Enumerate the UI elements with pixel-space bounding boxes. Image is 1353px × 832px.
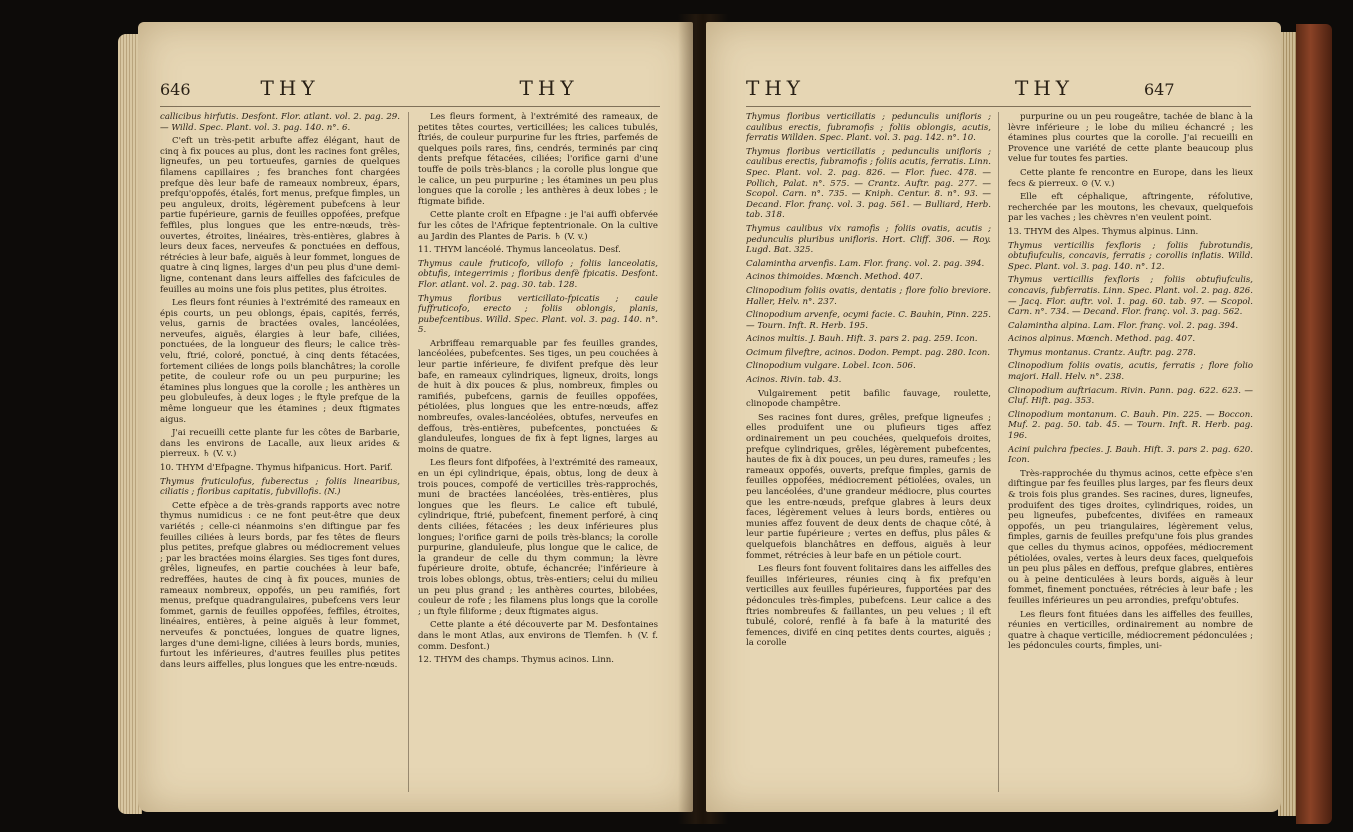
right-page (706, 22, 1281, 812)
paragraph: Clinopodium montanum. C. Bauh. Pin. 225. — Boccon. Muf. 2. pag. 50. tab. 45. — Tourn. Inft. R. Herb. pag. 196. (1008, 409, 1253, 442)
left-heading-1: THY (260, 76, 320, 100)
paragraph: Thymus montanus. Crantz. Auftr. pag. 278. (1008, 347, 1196, 358)
paragraph: J'ai recueilli cette plante fur les côtes de Barbarie, dans les environs de Lacalle, aux lieux arides & pierreux. ♄ (V. v.) (160, 428, 400, 460)
paragraph: Vulgairement petit bafilic fauvage, roulette, clinopode champêtre. (746, 388, 991, 410)
paragraph: Ses racines font dures, grêles, prefque ligneufes ; elles produifent une ou plufieurs tiges affez ordinairement un peu couchées, quelquefois droites, prefque cylindriques, grêles, légèrement pubefcentes, hautes de fix à dix pouces, un peu dures, rameufes ; les rameaux oppofés, ouverts, prefque fimples, garnis de feuilles oppofées, médiocrement pétiolées, ovales, un peu lancéolées, d'une grandeur médiocre, plus courtes que les entre-nœuds, prefque glabres à leurs deux faces, légèrement velues à leurs bords, entières ou munies affez fouvent de deux dents de chaque côté, à leur partie fupérieure ; vertes en deffus, plus pâles & quelquefois blanchâtres en deffous, aiguës à leur fommet, rétrécies à leur bafe en un pétiole court. (746, 412, 991, 561)
paragraph: 13. THYM des Alpes. Thymus alpinus. Linn. (1008, 226, 1199, 237)
left-page-number: 646 (160, 80, 191, 99)
book-spine (1296, 24, 1332, 824)
left-page (138, 22, 693, 812)
open-book (138, 14, 1323, 824)
right-page-number: 647 (1143, 80, 1175, 99)
paragraph: Thymus floribus verticillatis ; pedunculis unifloris ; caulibus erectis, fubramofis ; foliis oblongis, acutis, ferratis Willden. Spec. Plant. vol. 3. pag. 142. n°. 10. (746, 112, 991, 144)
paragraph: Calamintha alpina. Lam. Flor. franç. vol. 2. pag. 394. (1008, 320, 1239, 331)
paragraph: Thymus caulibus vix ramofis ; foliis ovatis, acutis ; pedunculis pluribus unifloris. Hort. Cliff. 306. — Roy. Lugd. Bat. 325. (746, 223, 991, 256)
right-page-column-1 (746, 112, 991, 802)
paragraph: Les fleurs font fituées dans les aiffelles des feuilles, réunies en verticilles, ordinairement au nombre de quatre à chaque verticille, médiocrement pédonculées ; les pédoncules courts, fimples, uni- (1008, 609, 1253, 652)
paragraph: Thymus verticillis fexfloris ; foliis fubrotundis, obtufiufculis, concavis, ferratis ; corollis inflatis. Willd. Spec. Plant. vol. 3. pag. 140. n°. 12. (1008, 240, 1253, 272)
right-running-head (746, 76, 1266, 106)
paragraph: 10. THYM d'Efpagne. Thymus hifpanicus. Hort. Parif. (160, 463, 393, 473)
paragraph: Acini pulchra fpecies. J. Bauh. Hift. 3. pars 2. pag. 620. Icon. (1008, 444, 1253, 466)
left-heading-2: THY (519, 76, 579, 100)
right-page-column-2 (1008, 112, 1253, 802)
paragraph: Clinopodium vulgare. Lobel. Icon. 506. (746, 361, 916, 372)
paragraph: Arbriffeau remarquable par fes feuilles grandes, lancéolées, pubefcentes. Ses tiges, un peu couchées à leur partie inférieure, fe divifent prefque dès leur bafe, en rameaux cylindriques, ligneux, droits, longs de huit à dix pouces & plus, nombreux, fimples ou ramifiés, pubefcens, garnis de feuilles oppofées, pétiolées, plus longues que les entre-nœuds, affez nombreufes, ovales-lancéolées, obtufes, nerveufes en deffous, très-entières, pubefcentes, ponctuées & glanduleufes, longues de fix à fept lignes, larges au moins de quatre. (418, 338, 658, 455)
right-heading-1: THY (746, 76, 805, 100)
paragraph: Thymus fruticulofus, fuberectus ; foliis linearibus, ciliatis ; floribus capitatis, fubvillofis. (N.) (160, 476, 400, 498)
right-heading-2: THY (1014, 76, 1074, 100)
paragraph: Clinopodium arvenfe, ocymi facie. C. Bauhin, Pinn. 225. — Tourn. Inft. R. Herb. 195. (746, 310, 991, 331)
paragraph: Clinopodium foliis ovatis, dentatis ; flore folio breviore. Haller, Helv. n°. 237. (746, 285, 991, 307)
paragraph: Elle eft céphalique, aftringente, réfolutive, recherchée par les moutons, les chevaux, quelquefois par les vaches ; les chèvres n'en veulent point. (1008, 192, 1253, 224)
paragraph: callicibus hirfutis. Desfont. Flor. atlant. vol. 2. pag. 29. — Willd. Spec. Plant. vol. 3. pag. 140. n°. 6. (160, 112, 400, 133)
left-header-rule (160, 106, 660, 107)
left-running-head (160, 76, 670, 106)
paragraph: Thymus floribus verticillato-fpicatis ; caule fuffruticofo, erecto ; foliis oblongis, planis, pubefcentibus. Willd. Spec. Plant. vol. 3. pag. 140. n°. 5. (418, 293, 658, 336)
right-column-divider (998, 112, 999, 792)
paragraph: Les fleurs forment, à l'extrémité des rameaux, de petites têtes courtes, verticillées; les calices tubulés, ftriés, de couleur purpurine fur les ftries, parfemés de quelques poils rares, fins, cendrés, terminés par cinq dents prefque fétacées, ciliées; l'orifice garni d'une touffe de poils très-blancs ; la corolle plus longue que le calice, un peu purpurine ; les étamines un peu plus longues que la corolle ; les anthères à deux lobes ; le ftigmate bifide. (418, 112, 658, 207)
paragraph: purpurine ou un peu rougeâtre, tachée de blanc à la lèvre inférieure ; le lobe du milieu échancré ; les étamines plus courtes que la corolle. J'ai recueilli en Provence une variété de cette plante beaucoup plus velue fur toutes fes parties. (1008, 112, 1253, 165)
paragraph: Acinos thimoides. Mœnch. Method. 407. (746, 272, 923, 283)
left-page-column-2 (418, 112, 658, 802)
paragraph: Cette plante croît en Efpagne : je l'ai auffi obfervée fur les côtes de l'Afrique feptentrionale. On la cultive au Jardin des Plantes de Paris. ♄ (V. v.) (418, 210, 658, 242)
paragraph: Calamintha arvenfis. Lam. Flor. franç. vol. 2. pag. 394. (746, 258, 985, 269)
paragraph: Thymus caule fruticofo, villofo ; foliis lanceolatis, obtufis, integerrimis ; floribus denfè fpicatis. Desfont. Flor. atlant. vol. 2. pag. 30. tab. 128. (418, 258, 658, 290)
paragraph: Cette plante a été découverte par M. Desfontaines dans le mont Atlas, aux environs de Tlemfen. ♄ (V. f. comm. Desfont.) (418, 620, 658, 652)
paragraph: Cette plante fe rencontre en Europe, dans les lieux fecs & pierreux. ⊙ (V. v.) (1008, 167, 1253, 189)
paragraph: Acinos. Rivin. tab. 43. (746, 375, 842, 386)
paragraph: Clinopodium foliis ovatis, acutis, ferratis ; flore folio majori. Hall. Helv. n°. 238. (1008, 361, 1253, 383)
left-column-divider (408, 112, 409, 792)
paragraph: Thymus floribus verticillatis ; pedunculis unifloris ; caulibus erectis, fubramofis ; foliis acutis, ferratis. Linn. Spec. Plant. vol. 2. pag. 826. — Flor. fuec. 478. — Pollich, Palat. n°. 575. — Crantz. Auftr. pag. 277. — Scopol. Carn. n°. 735. — Kniph. Centur. 8. n°. 93. — Decand. Flor. franç. vol. 3. pag. 561. — Bulliard, Herb. tab. 318. (746, 146, 991, 221)
paragraph: Ocimum filveftre, acinos. Dodon. Pempt. pag. 280. Icon. (746, 347, 991, 358)
paragraph: Les fleurs font réunies à l'extrémité des rameaux en épis courts, un peu oblongs, épais, capités, ferrés, velus, garnis de bractées ovales, lancéolées, nerveufes, aiguës, élargies à leur bafe, ciliées, ponctuées, de la longueur des fleurs; le calice très-velu, ftrié, coloré, ponctué, à cinq dents fétacées, fortement ciliées de longs poils blanchâtres; la corolle petite, de couleur rofe ou un peu purpurine; les étamines plus longues que la corolle ; les anthères un peu globuleufes, à deux loges ; le ftyle prefque de la même longueur que les étamines ; deux ftigmates aigus. (160, 298, 400, 425)
paragraph: Clinopodium auftriacum. Rivin. Pann. pag. 622. 623. — Cluf. Hift. pag. 353. (1008, 385, 1253, 407)
paragraph: Les fleurs font difpofées, à l'extrémité des rameaux, en un épi cylindrique, épais, obtus, long de deux à trois pouces, compofé de verticilles très-rapprochés, muni de bractées lancéolées, très-entières, plus longues que les fleurs. Le calice eft tubulé, cylindrique, ftrié, pubefcent, finement perforé, à cinq dents ciliées, fétacées ; les deux inférieures plus longues; l'orifice garni de poils très-blancs; la corolle purpurine, glanduleufe, plus longue que le calice, de la grandeur de celle du thym commun; la lèvre fupérieure droite, obtufe, échancrée; l'inférieure à trois lobes oblongs, obtus, très-entiers; celui du milieu un peu plus grand ; les anthères courtes, bilobées, couleur de rofe ; les filamens plus longs que la corolle ; un ftyle filiforme ; deux ftigmates aigus. (418, 458, 658, 617)
paragraph: Cette efpèce a de très-grands rapports avec notre thymus numidicus : ce ne font peut-être que deux variétés ; celle-ci néanmoins s'en diftingue par fes feuilles ciliées à leurs bords, par fes têtes de fleurs plus petites, prefque glabres ou médiocrement velues ; par les bractées moins élargies. Ses tiges font dures, grêles, ligneufes, en partie couchées à leur bafe, redreffées, hautes de cinq à fix pouces, munies de rameaux nombreux, oppofés, un peu ramifiés, fort menus, prefque quadrangulaires, pubefcens vers leur fommet, garnis de feuilles oppofées, feffiles, étroites, linéaires, entières, à peine aiguës à leur fommet, nerveufes & ponctuées, longues de quatre lignes, larges d'une demi-ligne, ciliées à leurs bords, munies, furtout les inférieures, d'autres feuilles plus petites dans leurs aiffelles, plus longues que les entre-nœuds. (160, 500, 400, 670)
paragraph: 12. THYM des champs. Thymus acinos. Linn. (418, 655, 615, 666)
right-header-rule (746, 106, 1251, 107)
paragraph: Très-rapprochée du thymus acinos, cette efpèce s'en diftingue par fes feuilles plus larges, par fes fleurs deux & trois fois plus grandes. Ses racines, dures, ligneufes, produifent des tiges droites, cylindriques, roides, un peu ligneufes, pubefcentes, divifées en rameaux oppofés, un peu triangulaires, légèrement velus, fimples, garnis de feuilles prefqu'une fois plus grandes que celles du thymus acinos, oppofées, médiocrement pétiolées, ovales, vertes à leurs deux faces, quelquefois un peu plus pâles en deffous, prefque glabres, entières ou à peine denticulées à leurs bords, aiguës à leur fommet, finement ponctuées, rétrécies à leur bafe ; les feuilles inférieures un peu arrondies, prefqu'obtufes. (1008, 468, 1253, 606)
paragraph: Thymus verticillis fexfloris ; foliis obtufiufculis, concavis, fubferratis. Linn. Spec. Plant. vol. 2. pag. 826. — Jacq. Flor. auftr. vol. 1. pag. 60. tab. 97. — Scopol. Carn. n°. 734. — Decand. Flor. franç. vol. 3. pag. 562. (1008, 275, 1253, 318)
paragraph: Acinos alpinus. Mœnch. Method. pag. 407. (1008, 334, 1196, 345)
paragraph: 11. THYM lancéolé. Thymus lanceolatus. Desf. (418, 245, 621, 256)
left-page-column-1 (160, 112, 400, 802)
paragraph: C'eft un très-petit arbufte affez élégant, haut de cinq à fix pouces au plus, dont les racines font grêles, ligneufes, un peu tortueufes, garnies de quelques filamens capillaires ; fes branches font chargées prefque dès leur bafe de rameaux nombreux, épars, prefqu'oppofés, étalés, fort menus, prefque fimples, un peu anguleux, droits, légèrement pubefcens à leur partie fupérieure, garnis de feuilles oppofées, prefque feffiles, plus longues que les entre-nœuds, très-ouvertes, étroites, linéaires, très-entières, glabres à leurs deux faces, nerveufes & ponctuées en deffous, rétrécies à leur bafe, aiguës à leur fommet, longues de quatre à cinq lignes, larges d'un peu plus d'une demi-ligne, contenant dans leurs aiffelles des fafcicules de feuilles au moins une fois plus petites, plus étroites. (160, 136, 400, 295)
paragraph: Les fleurs font fouvent folitaires dans les aiffelles des feuilles inférieures, réunies cinq à fix prefqu'en verticilles aux feuilles fupérieures, fupportées par des pédoncules très-fimples, pubefcens. Leur calice a des ftries nombreufes & faillantes, un peu velues ; il eft tubulé, coloré, renflé à fa bafe à la maturité des femences, divifé en cinq petites dents courtes, aiguës ; la corolle (746, 564, 991, 649)
paragraph: Acinos multis. J. Bauh. Hift. 3. pars 2. pag. 259. Icon. (746, 334, 978, 345)
